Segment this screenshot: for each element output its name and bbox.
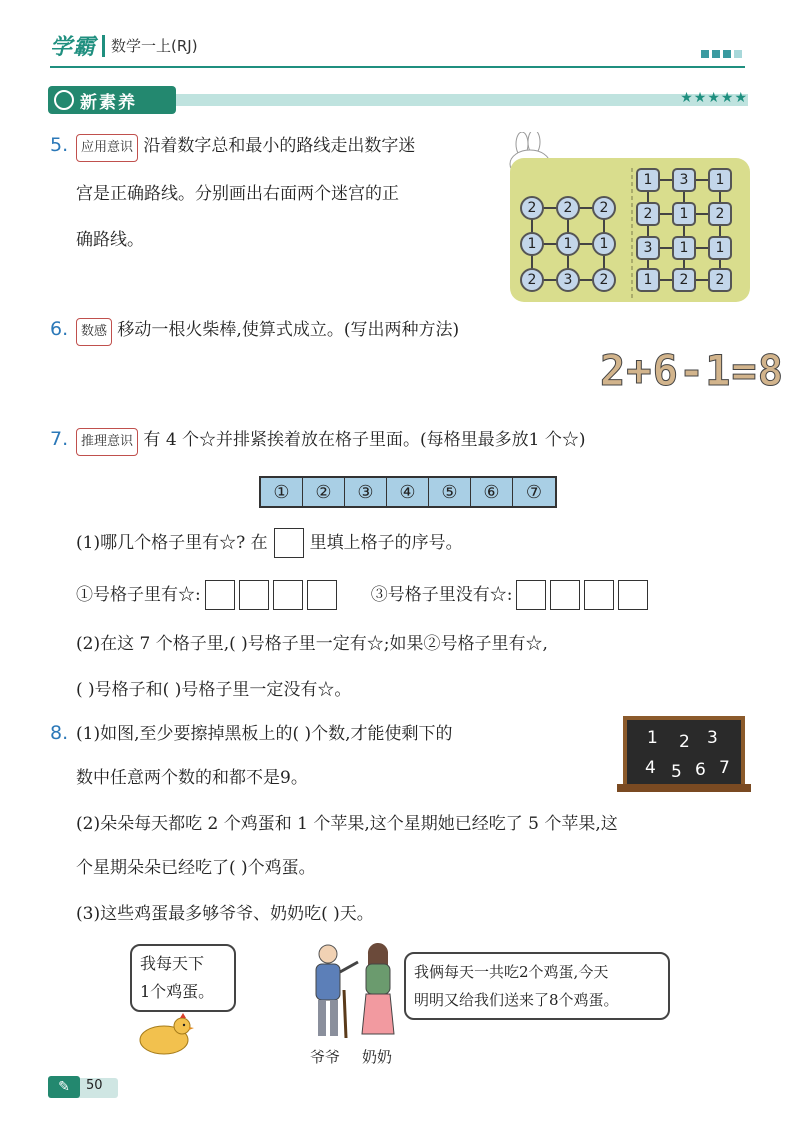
q7-p2-b: ( )号格子和( )号格子里一定没有☆。 [76, 680, 352, 700]
cell: ③ [345, 478, 387, 506]
board-number: 1 [647, 728, 658, 748]
grandparents-speech-bubble [404, 952, 670, 1020]
maze-node: 2 [520, 196, 544, 220]
q7-part1-answers [76, 580, 648, 610]
hen-illustration [134, 1010, 194, 1062]
maze-node: 1 [636, 168, 660, 192]
q7-p1-a: (1)哪几个格子里有☆? 在 [76, 533, 268, 553]
q5-tag: 应用意识 [76, 134, 138, 162]
maze-node: 1 [592, 232, 616, 256]
couple-bubble-line2: 明明又给我们送来了8个鸡蛋。 [414, 991, 619, 1009]
numbered-cells [259, 476, 557, 508]
q7-p1-c: ①号格子里有☆: [76, 585, 201, 605]
brand-divider [102, 35, 105, 57]
cell: ⑦ [513, 478, 555, 506]
cell: ④ [387, 478, 429, 506]
answer-box[interactable] [307, 580, 337, 610]
header-squares [701, 50, 742, 58]
q8-p1-a: (1)如图,至少要擦掉黑板上的( )个数,才能使剩下的 [76, 724, 453, 744]
couple-bubble-line1: 我俩每天一共吃2个鸡蛋,今天 [414, 963, 609, 981]
board-number: 6 [695, 760, 706, 780]
difficulty-stars: ★★★★★ [680, 90, 748, 106]
matchstick-equation: 2+6-1=8 [600, 346, 785, 395]
blackboard [623, 716, 745, 788]
q7-part1 [76, 528, 463, 558]
answer-box[interactable] [584, 580, 614, 610]
maze-node: 1 [636, 268, 660, 292]
maze-node: 3 [672, 168, 696, 192]
question-7 [50, 428, 68, 450]
cell: ① [261, 478, 303, 506]
q7-tag: 推理意识 [76, 428, 138, 456]
label-grandpa: 爷爷 [310, 1048, 341, 1066]
maze-node: 2 [556, 196, 580, 220]
board-number: 4 [645, 758, 656, 778]
blackboard-ledge [617, 784, 751, 792]
label-grandma: 奶奶 [362, 1048, 393, 1066]
brand [50, 30, 198, 61]
question-number: 8. [50, 722, 69, 744]
q7-p1-d: ③号格子里没有☆: [370, 585, 513, 605]
hen-speech-bubble [130, 944, 236, 1012]
q7-p2-a: (2)在这 7 个格子里,( )号格子里一定有☆;如果②号格子里有☆, [76, 634, 548, 654]
link-icon [54, 90, 74, 110]
cell: ② [303, 478, 345, 506]
q5-line2: 宫是正确路线。分别画出右面两个迷宫的正 [76, 184, 399, 204]
page-number: 50 [86, 1078, 103, 1093]
maze-node: 1 [708, 236, 732, 260]
maze-node: 1 [672, 202, 696, 226]
cell: ⑥ [471, 478, 513, 506]
q5-line1: 沿着数字总和最小的路线走出数字迷 [143, 136, 416, 156]
q6-text [76, 318, 459, 346]
q7-p1-b: 里填上格子的序号。 [309, 533, 463, 553]
question-5 [50, 134, 68, 156]
brand-logo: 学霸 [50, 35, 97, 60]
maze-node: 2 [592, 268, 616, 292]
q7-instruction: 有 4 个☆并排紧挨着放在格子里面。(每格里最多放1 个☆) [143, 430, 586, 450]
q8-p1-b: 数中任意两个数的和都不是9。 [76, 768, 308, 788]
q5-text [76, 134, 506, 162]
hen-bubble-line2: 1个鸡蛋。 [140, 982, 215, 1001]
q8-p2-b: 个星期朵朵已经吃了( )个鸡蛋。 [76, 858, 316, 878]
board-number: 5 [671, 762, 682, 782]
hen-bubble-line1: 我每天下 [140, 954, 205, 973]
book-subtitle: 数学一上(RJ) [111, 37, 198, 55]
answer-box[interactable] [618, 580, 648, 610]
grandparents-illustration [300, 940, 400, 1054]
maze-node: 1 [556, 232, 580, 256]
board-number: 2 [679, 732, 690, 752]
q6-tag: 数感 [76, 318, 112, 346]
q7-text [76, 428, 586, 456]
section-title: 新素养 [80, 92, 137, 113]
maze-node: 2 [636, 202, 660, 226]
maze-node: 3 [556, 268, 580, 292]
section-banner [48, 86, 748, 114]
question-number: 5. [50, 134, 69, 156]
answer-box[interactable] [516, 580, 546, 610]
q5-line3: 确路线。 [76, 230, 144, 250]
board-number: 7 [719, 758, 730, 778]
board-number: 3 [707, 728, 718, 748]
maze-node: 1 [708, 168, 732, 192]
question-8 [50, 722, 68, 744]
answer-box[interactable] [205, 580, 235, 610]
question-number: 7. [50, 428, 69, 450]
answer-box[interactable] [273, 580, 303, 610]
q8-p2-a: (2)朵朵每天都吃 2 个鸡蛋和 1 个苹果,这个星期她已经吃了 5 个苹果,这 [76, 814, 618, 834]
cell: ⑤ [429, 478, 471, 506]
answer-box[interactable] [550, 580, 580, 610]
maze-node: 2 [708, 202, 732, 226]
answer-box[interactable] [239, 580, 269, 610]
q8-p3: (3)这些鸡蛋最多够爷爷、奶奶吃( )天。 [76, 904, 374, 924]
question-number: 6. [50, 318, 69, 340]
maze-node: 1 [520, 232, 544, 256]
maze-node: 2 [592, 196, 616, 220]
maze-node: 3 [636, 236, 660, 260]
maze-node: 1 [672, 236, 696, 260]
pencil-icon: ✎ [48, 1076, 80, 1098]
maze-node: 2 [672, 268, 696, 292]
answer-box[interactable] [274, 528, 304, 558]
header-rule [50, 66, 745, 68]
q6-instruction: 移动一根火柴棒,使算式成立。(写出两种方法) [117, 320, 460, 340]
question-6 [50, 318, 68, 340]
maze-node: 2 [520, 268, 544, 292]
maze-node: 2 [708, 268, 732, 292]
